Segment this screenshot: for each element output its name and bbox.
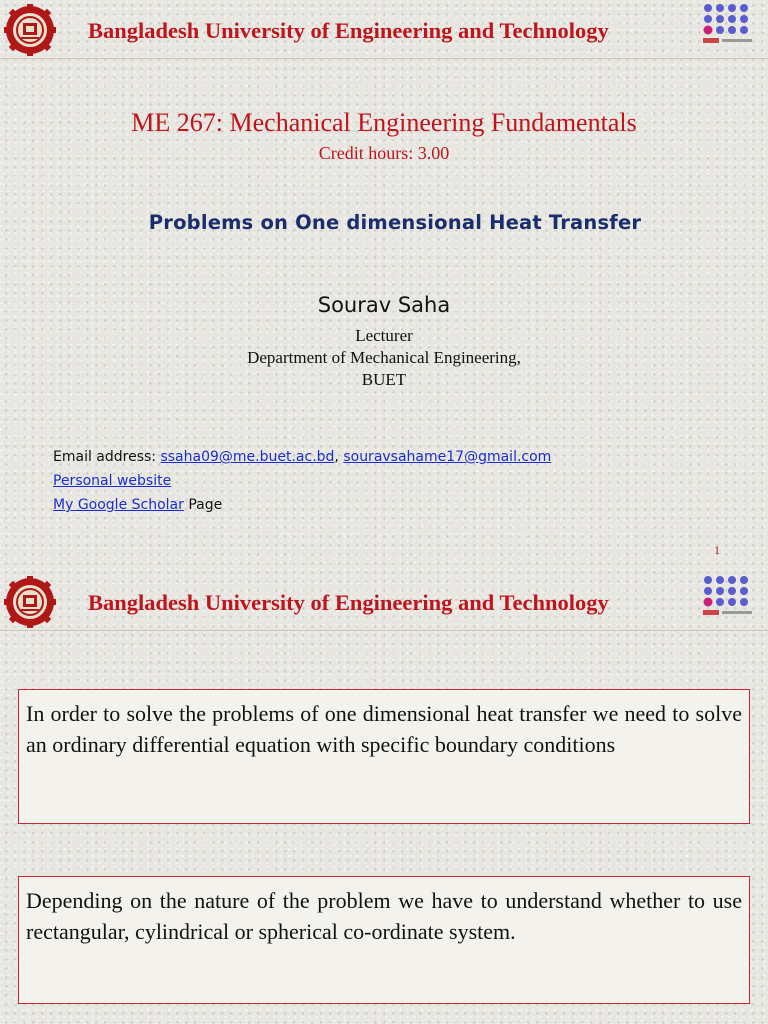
intro-text-box: In order to solve the problems of one dimensional heat transfer we need to solve an ordinary differential equation with specific boundary conditions bbox=[18, 689, 750, 824]
coordinate-system-text-box: Depending on the nature of the problem we have to understand whether to use rectangular, cylindrical or spherical co-ordinate system. bbox=[18, 876, 750, 1004]
scholar-suffix: Page bbox=[183, 497, 223, 513]
buet-gear-logo-icon bbox=[4, 4, 56, 56]
lecture-topic: Problems on One dimensional Heat Transfer bbox=[148, 211, 642, 234]
author-department: Department of Mechanical Engineering, bbox=[247, 348, 521, 367]
email-link-1[interactable]: ssaha09@me.buet.ac.bd bbox=[160, 449, 335, 465]
credit-hours: Credit hours: 3.00 bbox=[318, 143, 450, 163]
slide-2 bbox=[0, 572, 768, 1024]
header-divider bbox=[0, 630, 768, 631]
course-title: ME 267: Mechanical Engineering Fundamentals bbox=[131, 108, 637, 137]
website-line bbox=[53, 469, 551, 493]
institution-title: Bangladesh University of Engineering and Technology bbox=[88, 18, 609, 43]
contact-info bbox=[53, 445, 551, 517]
author-name: Sourav Saha bbox=[317, 293, 451, 317]
personal-website-link[interactable]: Personal website bbox=[53, 473, 172, 489]
author-institution: BUET bbox=[361, 370, 407, 389]
author-affiliation bbox=[0, 325, 768, 391]
google-scholar-link[interactable]: My Google Scholar bbox=[53, 497, 184, 513]
dot-grid-logo-icon bbox=[702, 574, 756, 620]
buet-gear-logo-icon bbox=[4, 576, 56, 628]
email-line bbox=[53, 445, 551, 469]
author-role: Lecturer bbox=[355, 326, 413, 345]
dot-grid-logo-icon bbox=[702, 2, 756, 48]
institution-title: Bangladesh University of Engineering and Technology bbox=[88, 590, 609, 615]
page-number: 1 bbox=[714, 543, 720, 557]
scholar-line bbox=[53, 493, 551, 517]
header-divider bbox=[0, 58, 768, 59]
email-separator: , bbox=[334, 449, 344, 465]
slide-header bbox=[0, 572, 768, 632]
slide-header bbox=[0, 0, 768, 60]
email-link-2[interactable]: souravsahame17@gmail.com bbox=[343, 449, 552, 465]
email-label: Email address: bbox=[53, 449, 161, 465]
